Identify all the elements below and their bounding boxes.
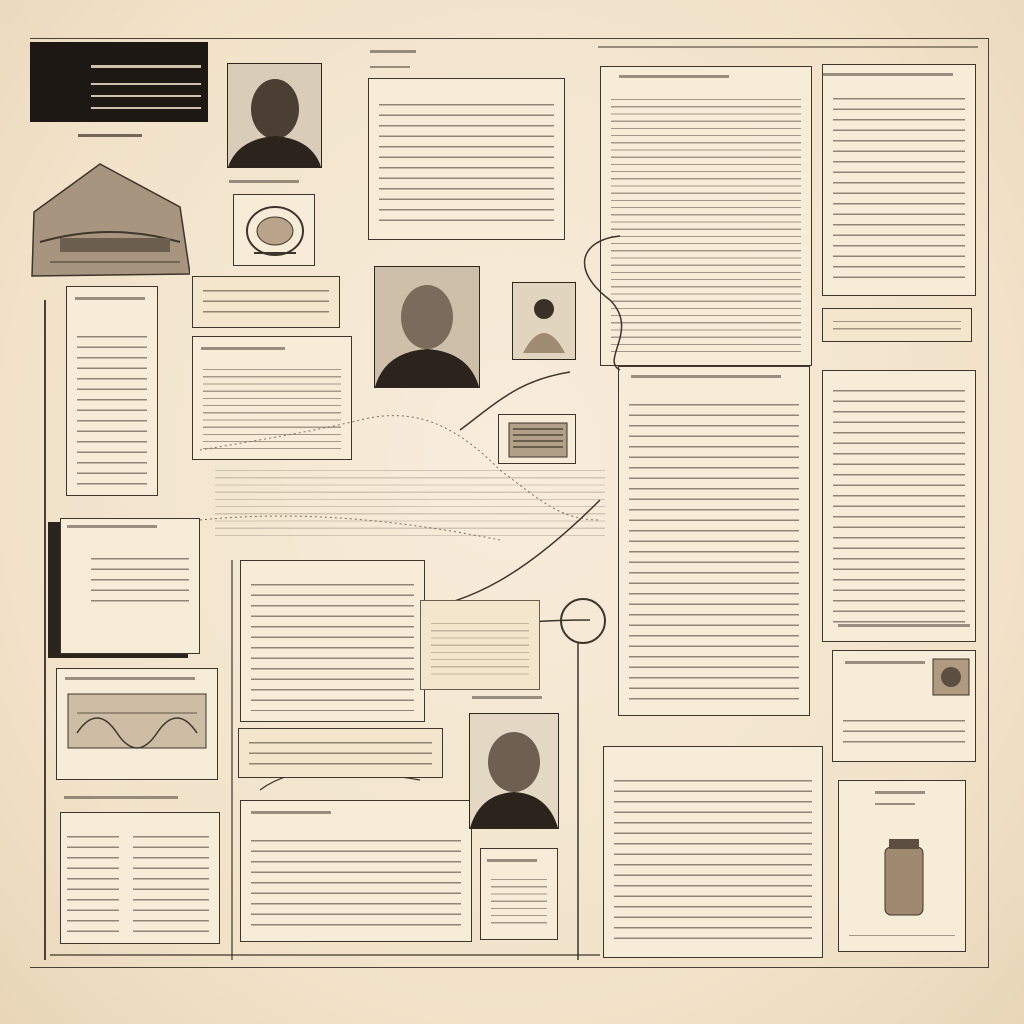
emblem-card — [233, 194, 315, 266]
document-top-center — [368, 78, 565, 240]
radio-icon — [499, 415, 576, 464]
document-bottom-right — [603, 746, 823, 958]
caption-strip-right — [822, 308, 972, 342]
document-left-2 — [60, 518, 200, 654]
portrait-photo-2 — [374, 266, 480, 388]
radio-device-card — [498, 414, 576, 464]
document-strip-top-left — [192, 276, 340, 328]
seal-icon — [234, 195, 315, 266]
title-caption — [78, 134, 142, 137]
faded-notes — [205, 460, 615, 550]
document-center-large — [240, 560, 425, 722]
title-plate — [30, 42, 208, 122]
document-bottom-note — [480, 848, 558, 940]
document-right-middle — [618, 366, 810, 716]
document-bottom-center — [240, 800, 472, 942]
document-right-top — [600, 66, 812, 366]
document-left-memo — [192, 336, 352, 460]
jar-icon — [879, 837, 929, 917]
mountain-illustration — [30, 162, 190, 277]
document-far-right-1 — [822, 64, 976, 296]
framed-item-right-1 — [832, 650, 976, 762]
document-map-fragment — [420, 600, 540, 690]
artifact-icon — [931, 657, 971, 697]
figure-photo — [512, 282, 576, 360]
framed-item-right-2 — [838, 780, 966, 952]
document-ledger — [60, 812, 220, 944]
document-far-right-2 — [822, 370, 976, 642]
document-left-3 — [56, 668, 218, 780]
board-frame-inner — [44, 300, 46, 960]
document-left-1 — [66, 286, 158, 496]
mountain-sketch — [30, 162, 190, 277]
document-strip-mid — [238, 728, 443, 778]
portrait-photo-1 — [227, 63, 322, 168]
portrait-photo-3 — [469, 713, 559, 829]
blueprint-sketch — [67, 693, 207, 749]
